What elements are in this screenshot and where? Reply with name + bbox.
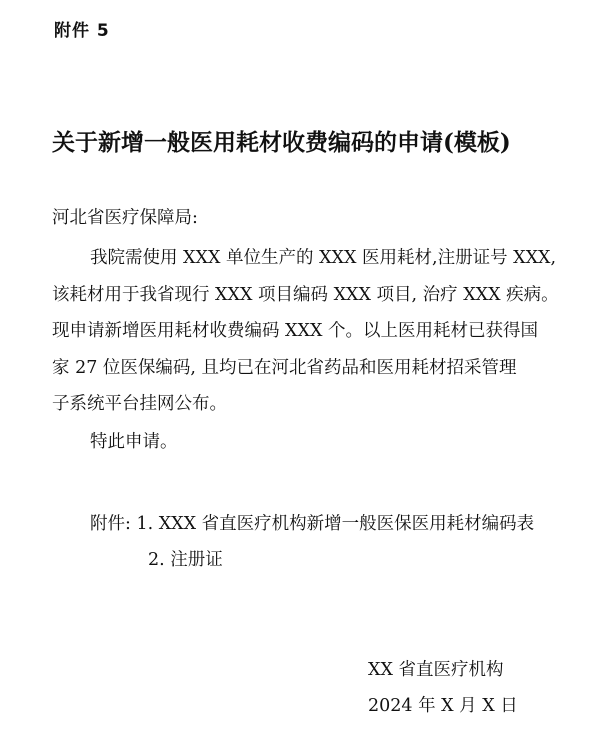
closing-phrase: 特此申请。 [90, 432, 178, 452]
body-line: 我院需使用 XXX 单位生产的 XXX 医用耗材,注册证号 XXX, [90, 248, 557, 268]
body-line: 子系统平台挂网公布。 [52, 394, 227, 414]
signature-block [368, 652, 518, 724]
signature-date: 2024 年 X 月 X 日 [368, 696, 518, 716]
body-line: 家 27 位医保编码, 且均已在河北省药品和医用耗材招采管理 [52, 357, 517, 378]
attachment-item-1: 附件: 1. XXX 省直医疗机构新增一般医保医用耗材编码表 [90, 514, 535, 534]
body-paragraph [52, 240, 582, 423]
salutation: 河北省医疗保障局: [52, 208, 198, 228]
document-title: 关于新增一般医用耗材收费编码的申请(模板) [52, 129, 511, 156]
attachment-number-label: 附件 5 [54, 21, 110, 41]
attachments-list [90, 506, 534, 578]
body-line: 该耗材用于我省现行 XXX 项目编码 XXX 项目, 治疗 XXX 疾病。 [52, 284, 559, 305]
body-line: 现申请新增医用耗材收费编码 XXX 个。以上医用耗材已获得国 [52, 321, 538, 341]
signature-organization: XX 省直医疗机构 [368, 660, 504, 680]
attachment-item-2: 2. 注册证 [148, 550, 223, 570]
